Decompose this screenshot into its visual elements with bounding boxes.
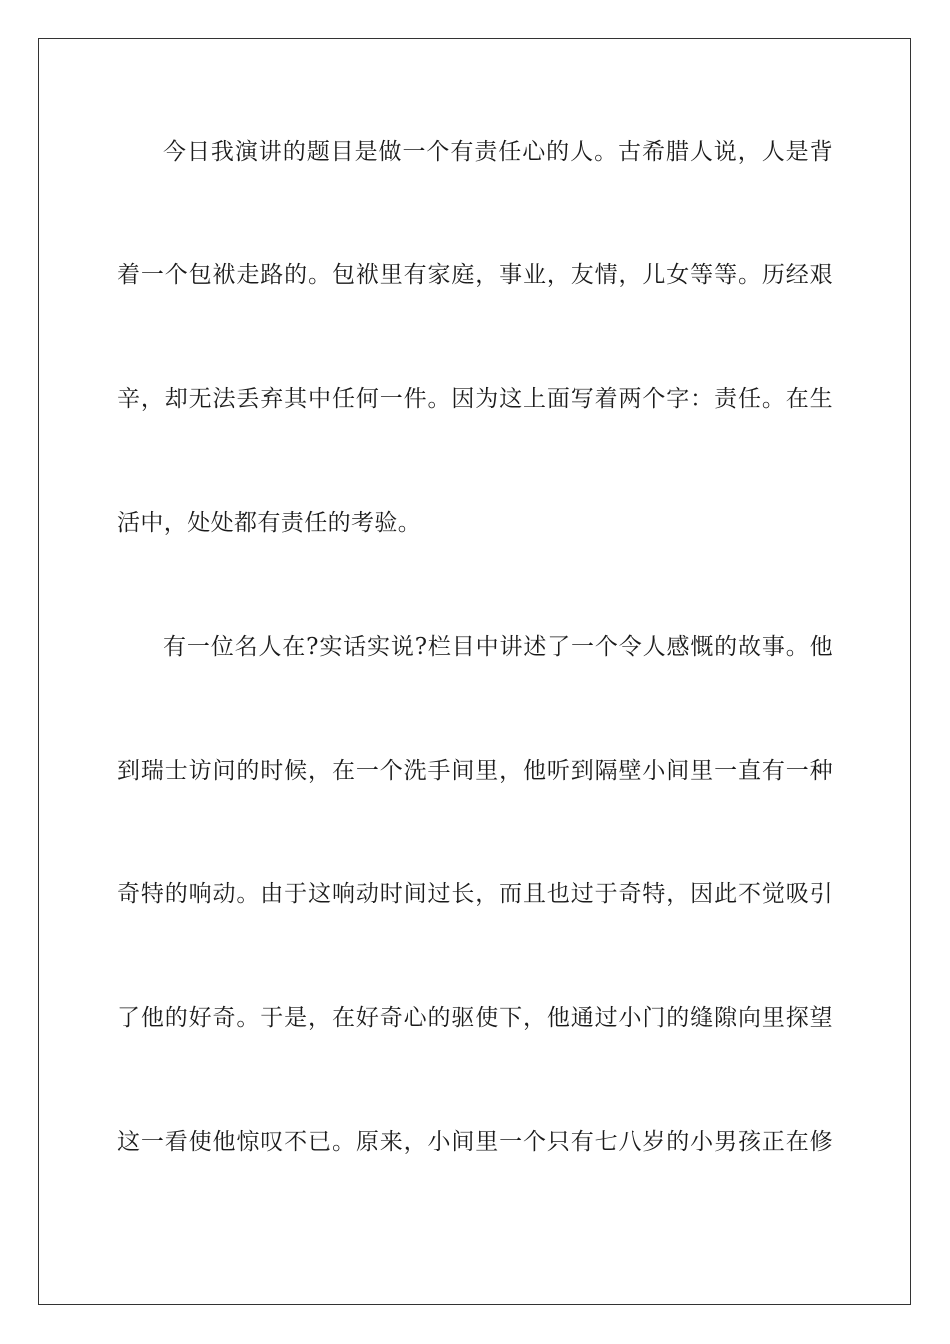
text-line: 到瑞士访问的时候，在一个洗手间里，他听到隔壁小间里一直有一种 <box>117 758 833 784</box>
text-line: 辛，却无法丢弃其中任何一件。因为这上面写着两个字：责任。在生 <box>117 386 833 412</box>
text-line: 这一看使他惊叹不已。原来，小间里一个只有七八岁的小男孩正在修 <box>117 1129 833 1155</box>
text-line: 活中，处处都有责任的考验。 <box>117 510 422 536</box>
text-line: 今日我演讲的题目是做一个有责任心的人。古希腊人说，人是背 <box>163 139 833 165</box>
text-line: 着一个包袱走路的。包袱里有家庭，事业，友情，儿女等等。历经艰 <box>117 262 833 288</box>
page-frame <box>38 38 911 1305</box>
text-line: 有一位名人在?实话实说?栏目中讲述了一个令人感慨的故事。他 <box>163 634 833 660</box>
text-line: 了他的好奇。于是，在好奇心的驱使下，他通过小门的缝隙向里探望 <box>117 1005 833 1031</box>
text-line: 奇特的响动。由于这响动时间过长，而且也过于奇特，因此不觉吸引 <box>117 881 833 907</box>
